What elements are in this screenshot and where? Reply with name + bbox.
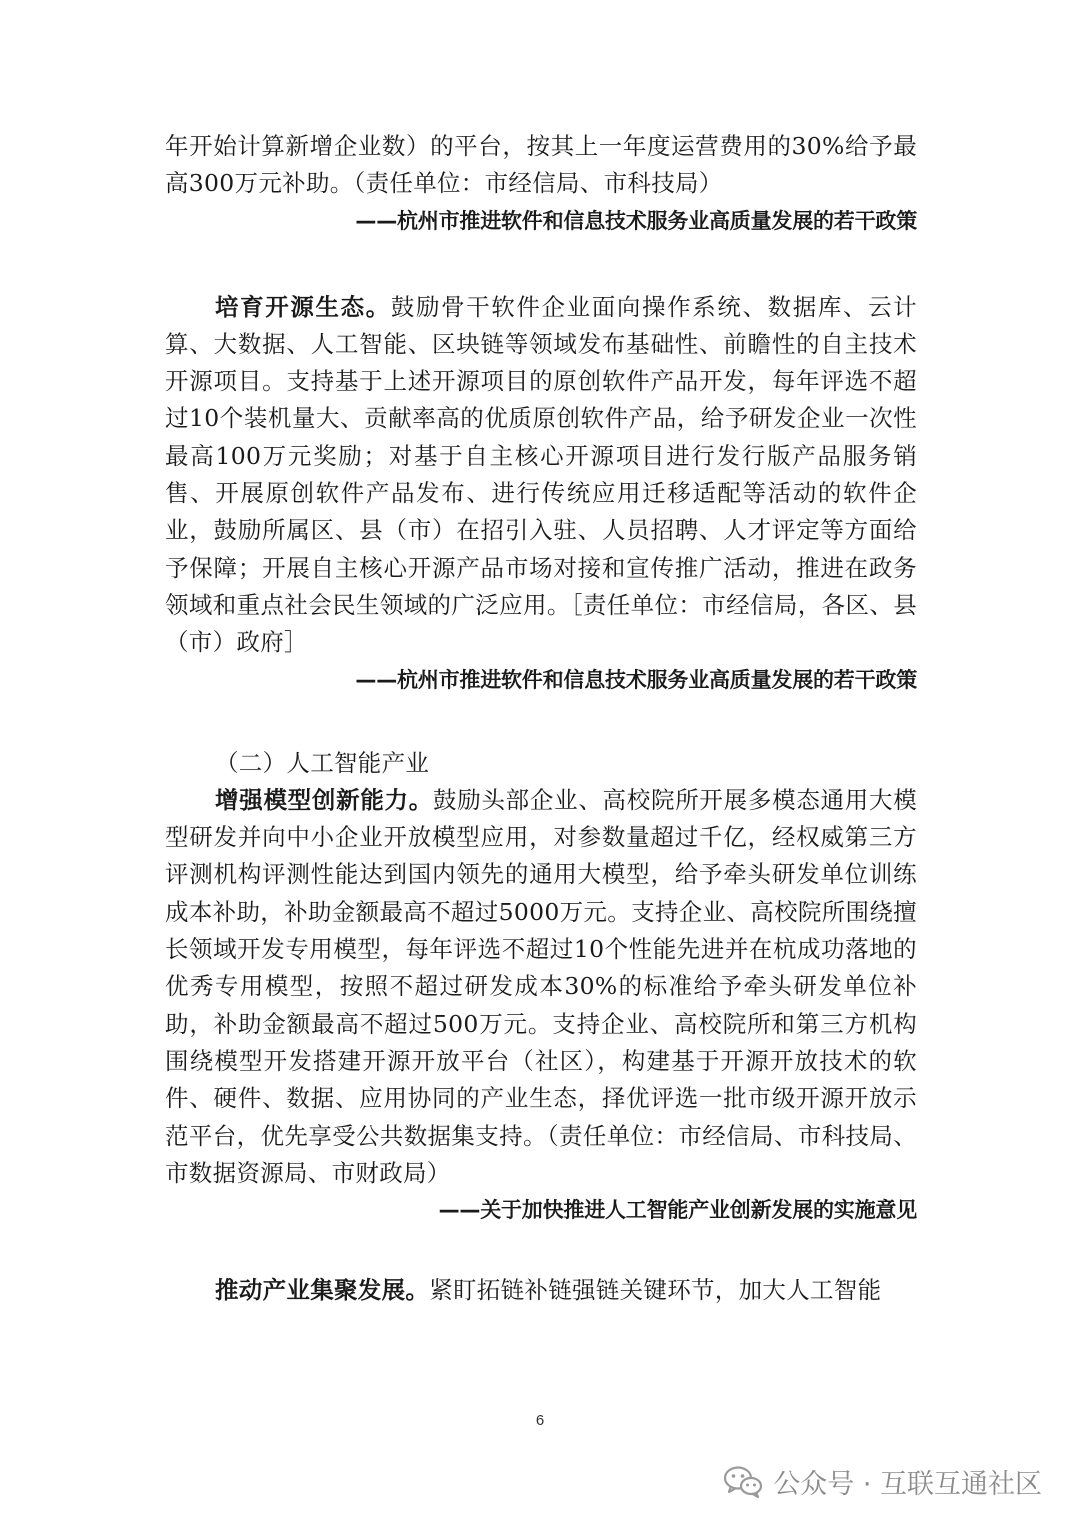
paragraph-industry-cluster (165, 1272, 917, 1309)
paragraph-text: 鼓励头部企业、高校院所开展多模态通用大模型研发并向中小企业开放模型应用，对参数量超过千亿，经权威第三方评测机构评测性能达到国内领先的通用大模型，给予牵头研发单位训练成本补助，补助金额最高不超过5000万元。支持企业、高校院所围绕擅长领域开发专用模型，每年评选不超过10个性能先进并在杭成功落地的优秀专用模型，按照不超过研发成本30%的标准给予牵头研发单位补助，补助金额最高不超过500万元。支持企业、高校院所和第三方机构围绕模型开发搭建开源开放平台（社区），构建基于开源开放技术的软件、硬件、数据、应用协同的产业生态，择优评选一批市级开源开放示范平台，优先享受公共数据集支持。（责任单位：市经信局、市科技局、市数据资源局、市财政局） (165, 785, 918, 1187)
page-number: 6 (535, 1412, 545, 1429)
paragraph-open-source-ecosystem (165, 289, 917, 662)
paragraph-model-innovation (165, 782, 917, 1192)
wechat-icon (723, 1465, 763, 1499)
source-citation: ——关于加快推进人工智能产业创新发展的实施意见 (438, 1198, 917, 1223)
watermark-text: 公众号 · 互联互通社区 (773, 1469, 1042, 1500)
paragraph-continuation (165, 128, 917, 203)
section-heading: （二）人工智能产业 (215, 748, 430, 777)
paragraph-lead: 推动产业集聚发展。 (215, 1276, 430, 1305)
paragraph-lead: 增强模型创新能力。 (215, 785, 433, 814)
paragraph-text: 年开始计算新增企业数）的平台，按其上一年度运营费用的30%给予最高300万元补助。（责任单位：市经信局、市科技局） (165, 132, 917, 198)
paragraph-text: 鼓励骨干软件企业面向操作系统、数据库、云计算、大数据、人工智能、区块链等领域发布基础性、前瞻性的自主技术开源项目。支持基于上述开源项目的原创软件产品开发，每年评选不超过10个装机量大、贡献率高的优质原创软件产品，给予研发企业一次性最高100万元奖励；对基于自主核心开源项目进行发行版产品服务销售、开展原创软件产品发布、进行传统应用迁移适配等活动的软件企业，鼓励所属区、县（市）在招引入驻、人员招聘、人才评定等方面给予保障；开展自主核心开源产品市场对接和宣传推广活动，推进在政务领域和重点社会民生领域的广泛应用。［责任单位：市经信局，各区、县（市）政府］ (165, 292, 917, 657)
paragraph-lead: 培育开源生态。 (215, 292, 391, 321)
source-citation: ——杭州市推进软件和信息技术服务业高质量发展的若干政策 (355, 208, 917, 233)
watermark (723, 1462, 1042, 1501)
paragraph-text: 紧盯拓链补链强链关键环节，加大人工智能 (429, 1276, 882, 1305)
document-body (165, 128, 917, 1309)
source-citation: ——杭州市推进软件和信息技术服务业高质量发展的若干政策 (355, 667, 917, 692)
